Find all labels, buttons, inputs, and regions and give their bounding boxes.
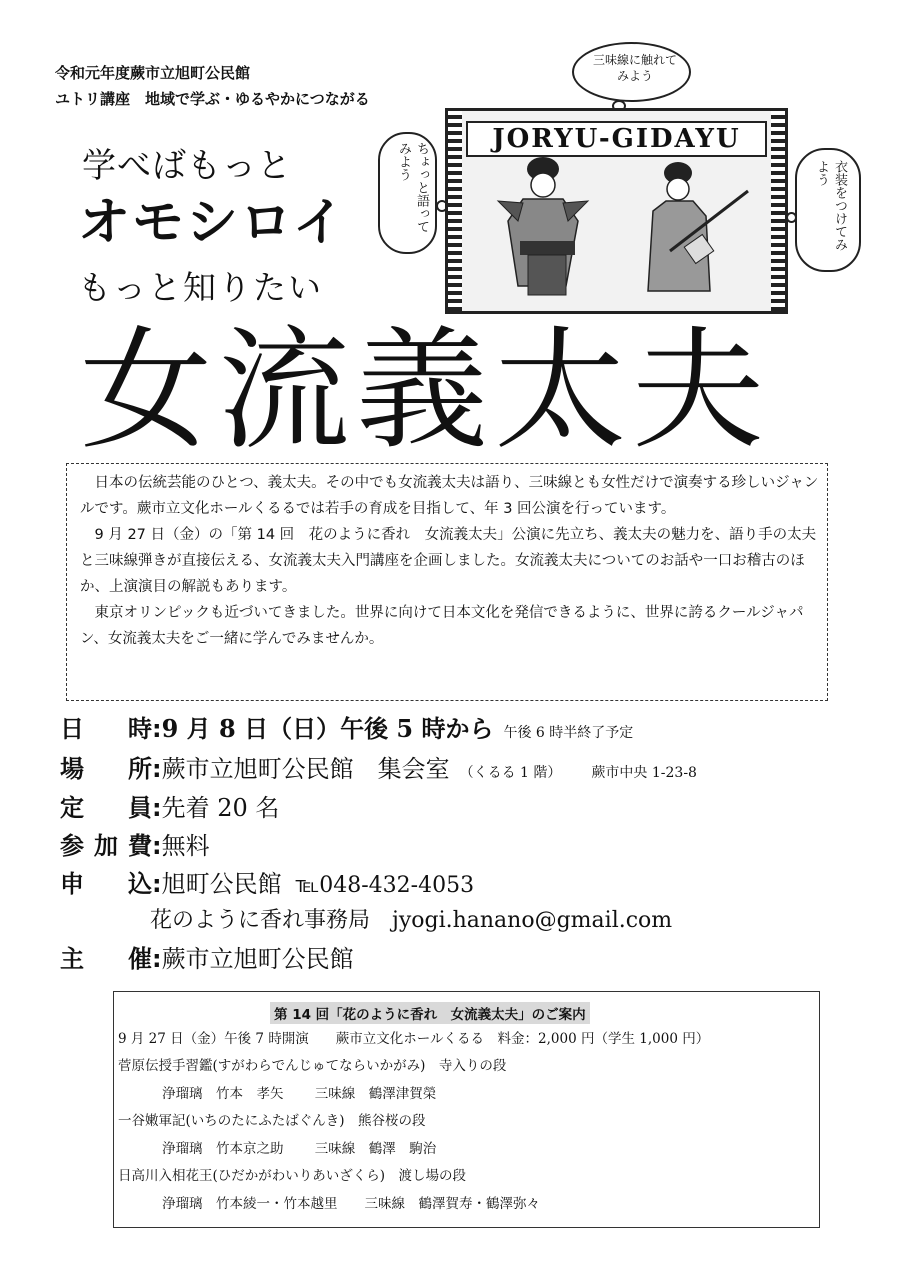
header-line-1: 令和元年度蕨市立旭町公民館 (55, 64, 251, 82)
detail-organizer-row (60, 942, 354, 976)
separator: : (152, 794, 162, 822)
apply-tel: ℡048-432-4053 (295, 873, 475, 898)
performers-illustration (448, 111, 785, 311)
performance-info-line: 浄瑠璃 竹本綾一・竹本越里 三味線 鶴澤賀寿・鶴澤弥々 (162, 1196, 540, 1212)
bubble-text-left: ちょっと語ってみよう (396, 142, 429, 233)
date-note: 午後 6 時半終了予定 (503, 725, 634, 741)
header-line-2: ユトリ講座 地域で学ぶ・ゆるやかにつながる (55, 90, 370, 108)
place-address: 蕨市中央 1-23-8 (591, 765, 697, 781)
place-note: （くるる 1 階） (459, 765, 562, 781)
apply-contact-line: 花のように香れ事務局 jyogi.hanano@gmail.com (150, 908, 673, 933)
detail-apply-row (60, 867, 474, 901)
organizer-label: 主 催 (60, 945, 152, 973)
performance-info-line: 浄瑠璃 竹本 孝矢 三味線 鶴澤津賀榮 (162, 1086, 437, 1102)
poster-banner: JORYU-GIDAYU (466, 121, 767, 157)
performance-info-line: 浄瑠璃 竹本京之助 三味線 鶴澤 駒治 (162, 1141, 437, 1157)
intro-paragraph-3: 東京オリンピックも近づいてきました。世界に向けて日本文化を発信できるように、世界に誇るクールジャパン、女流義太夫をご一緒に学んでみませんか。 (80, 605, 804, 647)
performance-info-line: 日高川入相花王(ひだかがわいりあいざくら) 渡し場の段 (118, 1168, 467, 1184)
tagline-2: オモシロイ (78, 193, 347, 253)
tagline-3: もっと知りたい (78, 268, 323, 307)
performance-info-line: 9 月 27 日（金）午後 7 時開演 蕨市立文化ホールくるる 料金：2,000 円（学生 1,000 円） (118, 1031, 710, 1047)
detail-capacity-row (60, 791, 279, 825)
intro-paragraph-1: 日本の伝統芸能のひとつ、義太夫。その中でも女流義太夫は語り、三味線とも女性だけで演奏する珍しいジャンルです。蕨市立文化ホールくるるでは若手の育成を目指して、年 3 回公演を行っています。 (80, 475, 819, 517)
apply-value: 旭町公民館 (161, 870, 282, 898)
detail-date-row (60, 712, 633, 746)
separator: : (152, 832, 162, 860)
organizer-value: 蕨市立旭町公民館 (161, 945, 354, 973)
detail-place-row (60, 752, 697, 786)
bubble-text-top: 三味線に触れてみよう (592, 53, 677, 83)
separator: : (152, 755, 162, 783)
performance-info-title: 第 14 回「花のように香れ 女流義太夫」のご案内 (270, 1002, 590, 1024)
date-label: 日 時 (60, 715, 152, 743)
date-value: 9 月 8 日（日）午後 5 時から (161, 714, 494, 743)
apply-label: 申 込 (60, 870, 152, 898)
main-title: 女流義太夫 (80, 314, 770, 468)
performance-info-line: 菅原伝授手習鑑(すがわらでんじゅてならいかがみ) 寺入りの段 (118, 1058, 507, 1074)
joryu-gidayu-poster-image (445, 108, 788, 314)
bubble-text-right: 衣装をつけてみよう (814, 160, 847, 251)
capacity-value: 先着 20 名 (161, 794, 280, 822)
separator: : (152, 715, 162, 743)
fee-value: 無料 (161, 832, 210, 860)
fee-label: 参加費 (60, 832, 152, 860)
intro-paragraph-2: 9 月 27 日（金）の「第 14 回 花のように香れ 女流義太夫」公演に先立ち、義太夫の魅力を、語り手の太夫と三味線弾きが直接伝える、女流義太夫入門講座を企画しました。女流義太夫についてのお話や一口お稽古のほか、上演演目の解説もあります。 (80, 527, 817, 595)
tagline-1: 学べばもっと (82, 146, 292, 186)
performance-info-line: 一谷嫩軍記(いちのたにふたばぐんき) 熊谷桜の段 (118, 1113, 426, 1129)
intro-text (80, 470, 820, 652)
detail-fee-row (60, 829, 210, 863)
separator: : (152, 870, 162, 898)
capacity-label: 定 員 (60, 794, 152, 822)
place-value: 蕨市立旭町公民館 集会室 (161, 755, 450, 783)
separator: : (152, 945, 162, 973)
place-label: 場 所 (60, 755, 152, 783)
